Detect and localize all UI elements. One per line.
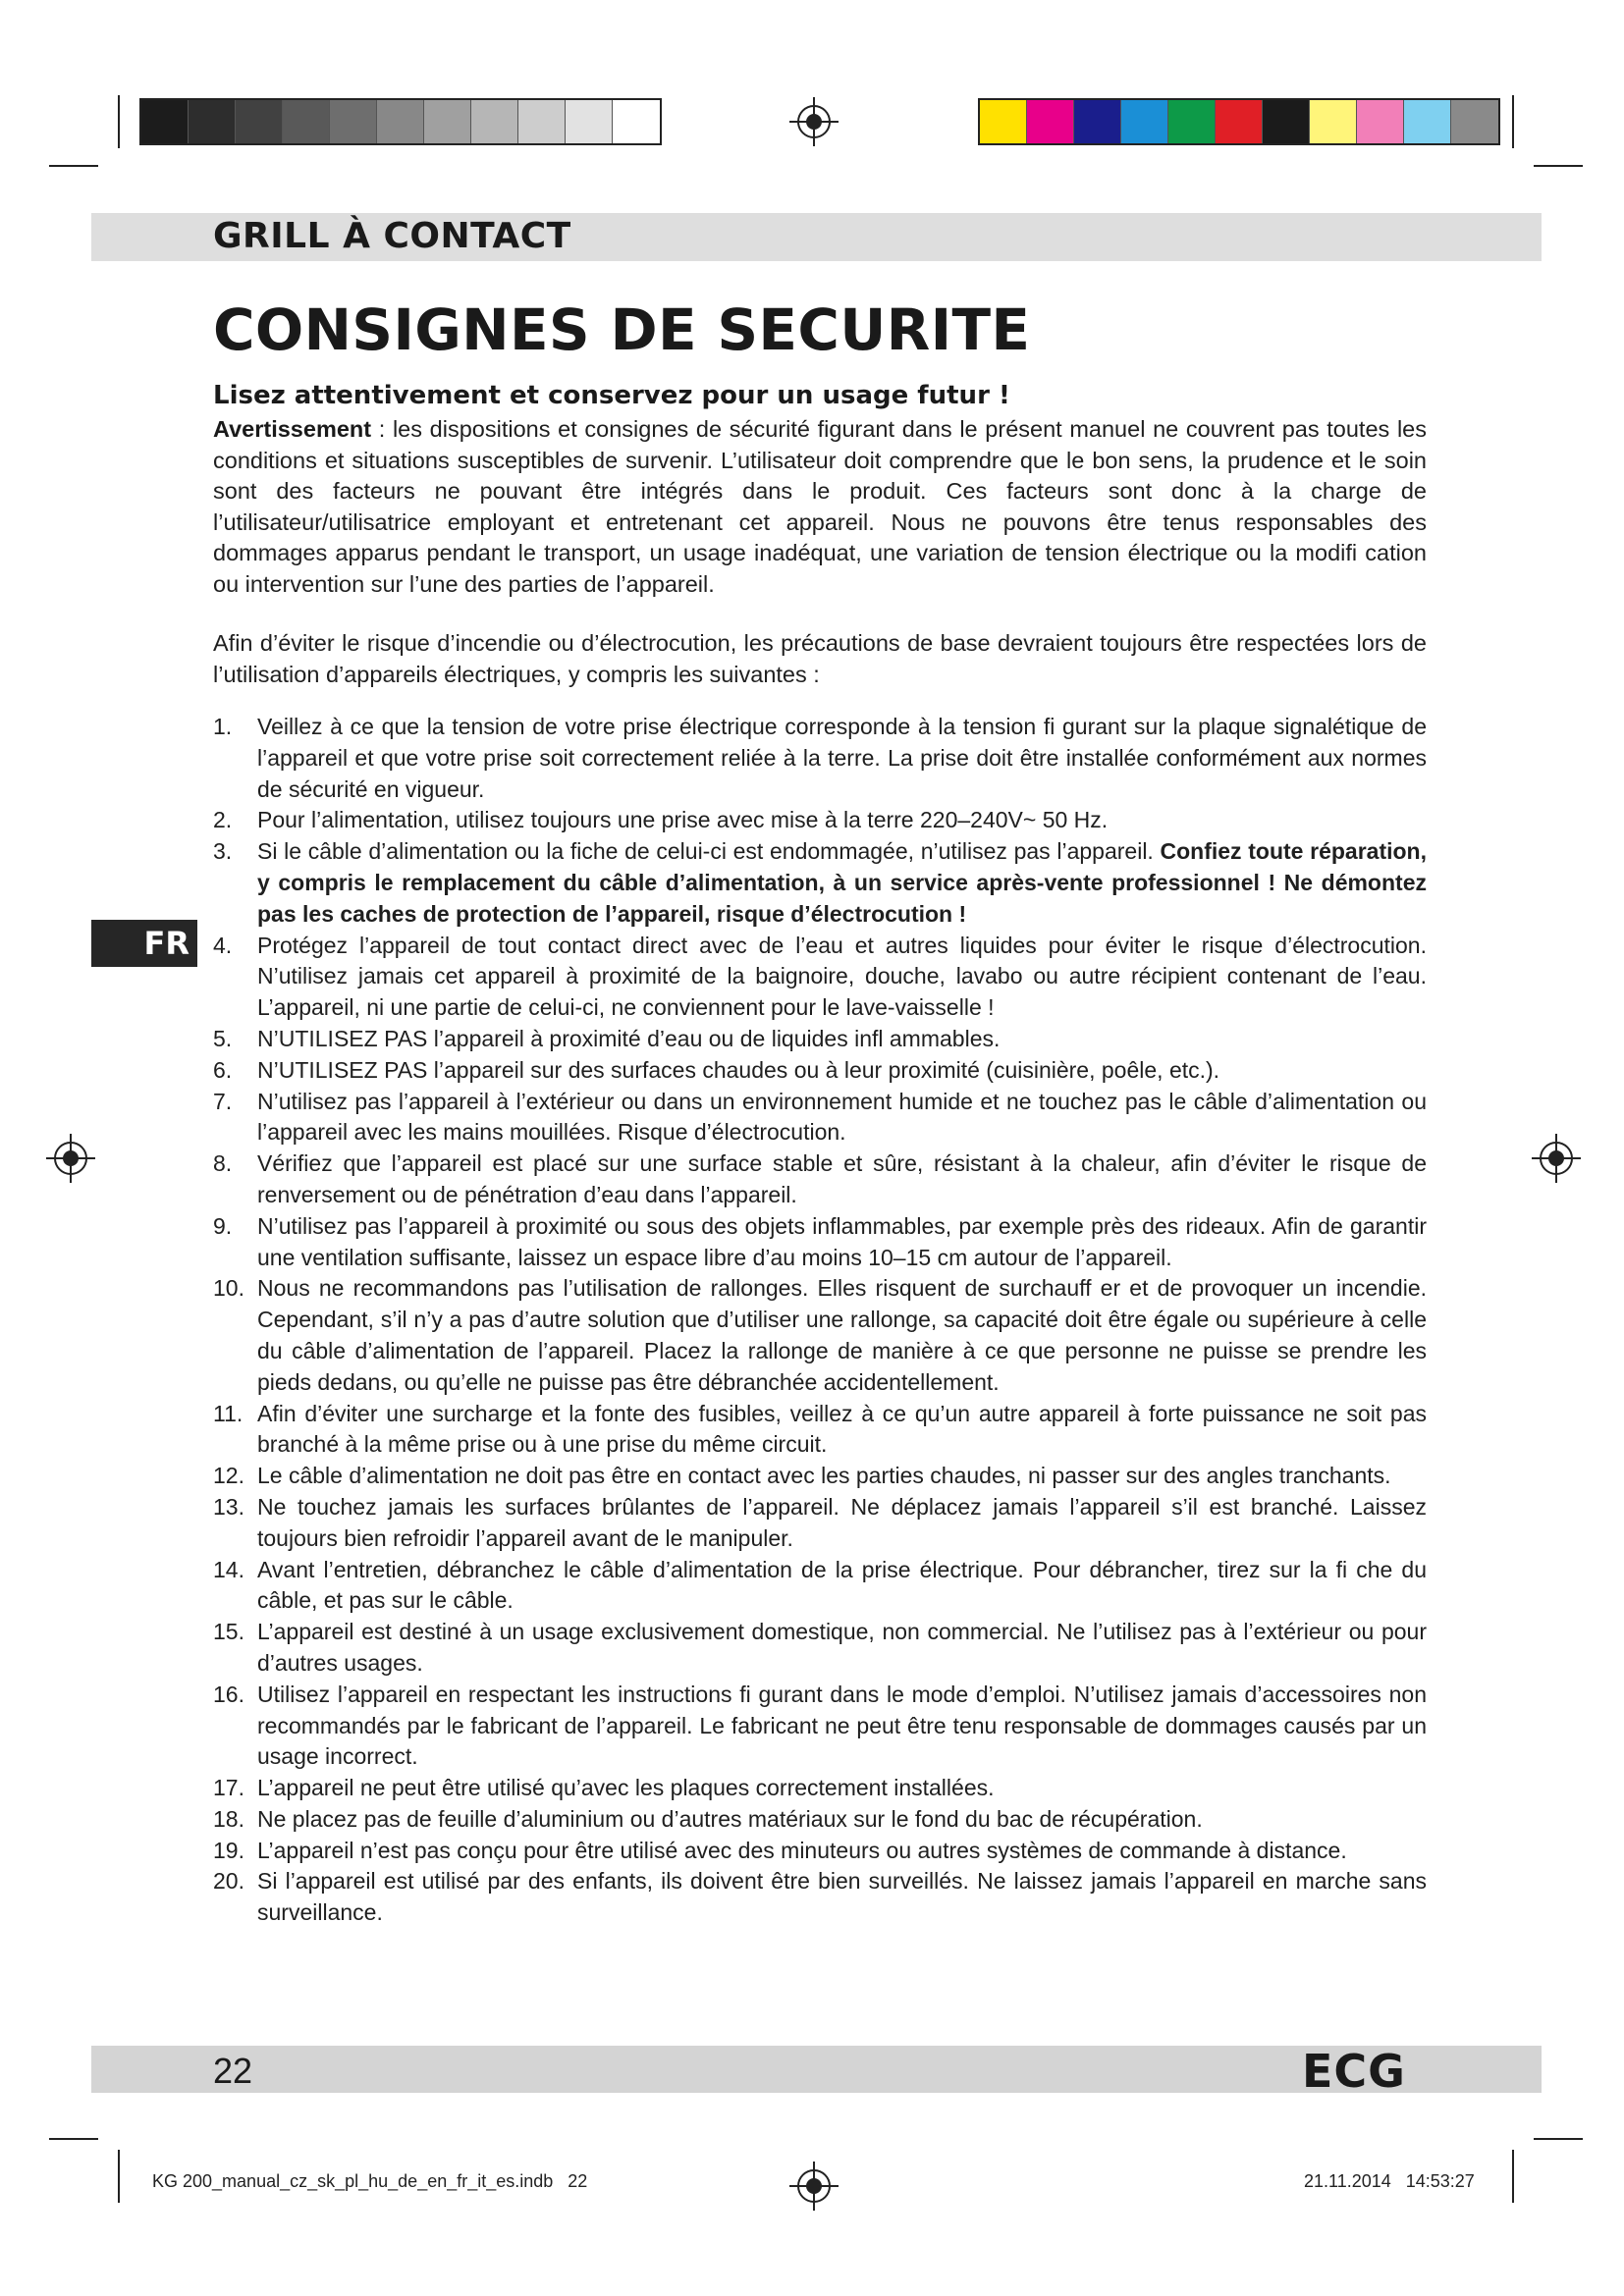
list-item-emphasis: Confiez toute réparation, y compris le remplacement du câble d’alimentation, à un service après-vente professionnel ! Ne démontez pas les caches de protection de l’appareil, risque d’électrocution ! bbox=[257, 838, 1427, 927]
crop-mark bbox=[49, 165, 98, 167]
list-item-number: 3. bbox=[213, 838, 233, 865]
color-swatch bbox=[1263, 100, 1310, 143]
color-swatch bbox=[518, 100, 566, 143]
color-swatch bbox=[1357, 100, 1404, 143]
list-item bbox=[213, 836, 1427, 930]
list-item-number: 4. bbox=[213, 932, 233, 958]
list-item-text: Veillez à ce que la tension de votre prise électrique corresponde à la tension fi gurant sur la plaque signalétique de l’appareil et que votre prise soit correctement reliée à la terre. La prise doit être installée conformément aux normes de sécurité en vigueur. bbox=[257, 714, 1427, 802]
color-swatch bbox=[377, 100, 424, 143]
color-swatch bbox=[236, 100, 283, 143]
list-item-text: Ne touchez jamais les surfaces brûlantes de l’appareil. Ne déplacez jamais l’appareil s’il est branché. Laissez toujours bien refroidir l’appareil avant de le manipuler. bbox=[257, 1493, 1427, 1551]
list-item-text: Nous ne recommandons pas l’utilisation de rallonges. Elles risquent de surchauff er et de provoquer un incendie. Cependant, s’il n’y a pas d’autre solution que d’utiliser une rallonge, sa capacité doit être égale ou supérieure à celle du câble d’alimentation de l’appareil. Placez la rallonge de manière à ce que personne ne puisse se prendre les pieds dedans, ou qu’elle ne puisse pas être débranchée accidentellement. bbox=[257, 1275, 1427, 1395]
list-item-number: 12. bbox=[213, 1463, 244, 1489]
print-timestamp: 21.11.2014 14:53:27 bbox=[1304, 2171, 1475, 2191]
safety-list bbox=[213, 712, 1427, 1929]
list-item-number: 19. bbox=[213, 1837, 244, 1863]
list-item-text: Afin d’éviter une surcharge et la fonte des fusibles, veillez à ce qu’un autre appareil à forte puissance ne soit pas branché à la même prise ou à une prise du même circuit. bbox=[257, 1400, 1427, 1458]
list-item-text: Protégez l’appareil de tout contact direct avec de l’eau et autres liquides pour éviter le risque d’électrocution. N’utilisez jamais cet appareil à proximité de la baignoire, douche, lavabo ou autre récipient contenant de l’eau. L’appareil, ni une partie de celui-ci, ne conviennent pour le lave-vaisselle ! bbox=[257, 932, 1427, 1021]
color-swatch bbox=[1451, 100, 1498, 143]
grayscale-calibration-bar bbox=[139, 98, 662, 145]
list-item-number: 13. bbox=[213, 1493, 244, 1520]
list-item-number: 20. bbox=[213, 1868, 244, 1895]
crop-mark bbox=[118, 95, 120, 148]
list-item bbox=[213, 1680, 1427, 1773]
list-item-text: N’UTILISEZ PAS l’appareil à proximité d’eau ou de liquides infl ammables. bbox=[257, 1025, 1001, 1051]
warning-text: : les dispositions et consignes de sécurité figurant dans le présent manuel ne couvrent pas toutes les conditions et situations susceptibles de survenir. L’utilisateur doit comprendre que le bon sens, la prudence et le soin sont des facteurs ne pouvant être intégrés dans le produit. Ces facteurs sont donc à la charge de l’utilisateur/utilisatrice employant et entretenant cet appareil. Nous ne pouvons être tenus responsables des dommages apparus pendant le transport, un usage inadéquat, une variation de tension électrique ou la modifi cation ou intervention sur l’une des parties de l’appareil. bbox=[213, 416, 1427, 597]
color-swatch bbox=[566, 100, 613, 143]
list-item bbox=[213, 1055, 1427, 1087]
list-item bbox=[213, 1836, 1427, 1867]
list-item bbox=[213, 1492, 1427, 1555]
list-item bbox=[213, 805, 1427, 836]
list-item-text: N’utilisez pas l’appareil à l’extérieur ou dans un environnement humide et ne touchez pas le câble d’alimentation ou l’appareil avec les mains mouillées. Risque d’électrocution. bbox=[257, 1088, 1427, 1146]
crop-mark bbox=[118, 2150, 120, 2203]
registration-mark-icon bbox=[797, 105, 831, 138]
list-item-text: N’UTILISEZ PAS l’appareil sur des surfaces chaudes ou à leur proximité (cuisinière, poêle, etc.). bbox=[257, 1056, 1220, 1083]
intro-section bbox=[213, 414, 1427, 600]
list-item-number: 18. bbox=[213, 1805, 244, 1832]
precautions-paragraph: Afin d’éviter le risque d’incendie ou d’électrocution, les précautions de base devraient toujours être respectées lors de l’utilisation d’appareils électriques, y compris les suivantes : bbox=[213, 630, 1427, 687]
list-item bbox=[213, 1148, 1427, 1211]
list-item-text: Ne placez pas de feuille d’aluminium ou d’autres matériaux sur le fond du bac de récupération. bbox=[257, 1805, 1203, 1832]
warning-paragraph bbox=[213, 414, 1427, 600]
list-item-number: 17. bbox=[213, 1775, 244, 1801]
list-item bbox=[213, 1461, 1427, 1492]
color-swatch bbox=[424, 100, 471, 143]
color-swatch bbox=[1168, 100, 1216, 143]
color-swatch bbox=[980, 100, 1027, 143]
color-swatch bbox=[283, 100, 330, 143]
list-item-number: 7. bbox=[213, 1088, 233, 1114]
color-swatch bbox=[1121, 100, 1168, 143]
list-item-text: L’appareil n’est pas conçu pour être utilisé avec des minuteurs ou autres systèmes de commande à distance. bbox=[257, 1837, 1347, 1863]
subtitle: Lisez attentivement et conservez pour un usage futur ! bbox=[213, 381, 1010, 410]
color-swatch bbox=[141, 100, 189, 143]
page-title: CONSIGNES DE SECURITE bbox=[213, 296, 1031, 363]
color-swatch bbox=[1404, 100, 1451, 143]
list-item bbox=[213, 1211, 1427, 1274]
list-item bbox=[213, 1087, 1427, 1149]
product-title: GRILL À CONTACT bbox=[213, 216, 571, 256]
list-item-number: 1. bbox=[213, 714, 233, 739]
warning-label: Avertissement bbox=[213, 416, 372, 442]
list-item-number: 14. bbox=[213, 1556, 244, 1582]
language-tab: FR bbox=[91, 920, 197, 967]
list-item bbox=[213, 1399, 1427, 1462]
color-calibration-bar bbox=[978, 98, 1500, 145]
list-item-text: Si le câble d’alimentation ou la fiche de celui-ci est endommagée, n’utilisez pas l’appareil. bbox=[257, 838, 1161, 865]
list-item-number: 6. bbox=[213, 1056, 233, 1083]
color-swatch bbox=[1074, 100, 1121, 143]
list-item-number: 8. bbox=[213, 1150, 233, 1177]
brand-logo: ECG bbox=[1302, 2045, 1406, 2098]
color-swatch bbox=[1216, 100, 1263, 143]
list-item bbox=[213, 712, 1427, 805]
list-item-text: L’appareil ne peut être utilisé qu’avec les plaques correctement installées. bbox=[257, 1775, 995, 1801]
color-swatch bbox=[1310, 100, 1357, 143]
crop-mark bbox=[1534, 165, 1583, 167]
color-swatch bbox=[1027, 100, 1074, 143]
list-item bbox=[213, 931, 1427, 1024]
list-item bbox=[213, 1866, 1427, 1929]
file-slug: KG 200_manual_cz_sk_pl_hu_de_en_fr_it_es.indb 22 bbox=[152, 2171, 588, 2191]
list-item-text: Le câble d’alimentation ne doit pas être en contact avec les parties chaudes, ni passer sur des angles tranchants. bbox=[257, 1463, 1391, 1489]
list-item-number: 9. bbox=[213, 1212, 233, 1239]
list-item-text: N’utilisez pas l’appareil à proximité ou sous des objets inflammables, par exemple près des rideaux. Afin de garantir une ventilation suffisante, laissez un espace libre d’au moins 10–15 cm autour de l’appareil. bbox=[257, 1212, 1427, 1270]
crop-mark bbox=[49, 2138, 98, 2140]
list-item bbox=[213, 1617, 1427, 1680]
precautions-section bbox=[213, 628, 1427, 690]
list-item-number: 2. bbox=[213, 807, 233, 833]
list-item-number: 11. bbox=[213, 1400, 244, 1426]
crop-mark bbox=[1534, 2138, 1583, 2140]
color-swatch bbox=[471, 100, 518, 143]
list-item-text: Utilisez l’appareil en respectant les instructions fi gurant dans le mode d’emploi. N’utilisez jamais d’accessoires non recommandés par le fabricant de l’appareil. Le fabricant ne peut être tenu responsable de dommages causés par un usage incorrect. bbox=[257, 1681, 1427, 1770]
list-item bbox=[213, 1024, 1427, 1055]
registration-mark-icon bbox=[1540, 1142, 1573, 1175]
list-item-number: 16. bbox=[213, 1681, 244, 1707]
list-item bbox=[213, 1804, 1427, 1836]
list-item-text: Vérifiez que l’appareil est placé sur une surface stable et sûre, résistant à la chaleur, afin d’éviter le risque de renversement ou de pénétration d’eau dans l’appareil. bbox=[257, 1150, 1427, 1207]
color-swatch bbox=[189, 100, 236, 143]
list-item-text: Avant l’entretien, débranchez le câble d’alimentation de la prise électrique. Pour débrancher, tirez sur la fi che du câble, et pas sur le câble. bbox=[257, 1556, 1427, 1614]
safety-list-section bbox=[213, 712, 1427, 1929]
list-item-text: Pour l’alimentation, utilisez toujours une prise avec mise à la terre 220–240V~ 50 Hz. bbox=[257, 807, 1109, 833]
page-number: 22 bbox=[213, 2051, 253, 2091]
registration-mark-icon bbox=[797, 2169, 831, 2203]
list-item-text: L’appareil est destiné à un usage exclusivement domestique, non commercial. Ne l’utilisez pas à l’extérieur ou pour d’autres usages. bbox=[257, 1619, 1427, 1676]
list-item-number: 5. bbox=[213, 1025, 233, 1051]
list-item-number: 15. bbox=[213, 1619, 244, 1645]
color-swatch bbox=[613, 100, 660, 143]
list-item bbox=[213, 1273, 1427, 1398]
registration-mark-icon bbox=[54, 1142, 87, 1175]
list-item bbox=[213, 1773, 1427, 1804]
crop-mark bbox=[1512, 95, 1514, 148]
color-swatch bbox=[330, 100, 377, 143]
crop-mark bbox=[1512, 2150, 1514, 2203]
list-item bbox=[213, 1555, 1427, 1618]
list-item-number: 10. bbox=[213, 1275, 244, 1302]
list-item-text: Si l’appareil est utilisé par des enfants, ils doivent être bien surveillés. Ne laissez jamais l’appareil en marche sans surveillance. bbox=[257, 1868, 1427, 1926]
